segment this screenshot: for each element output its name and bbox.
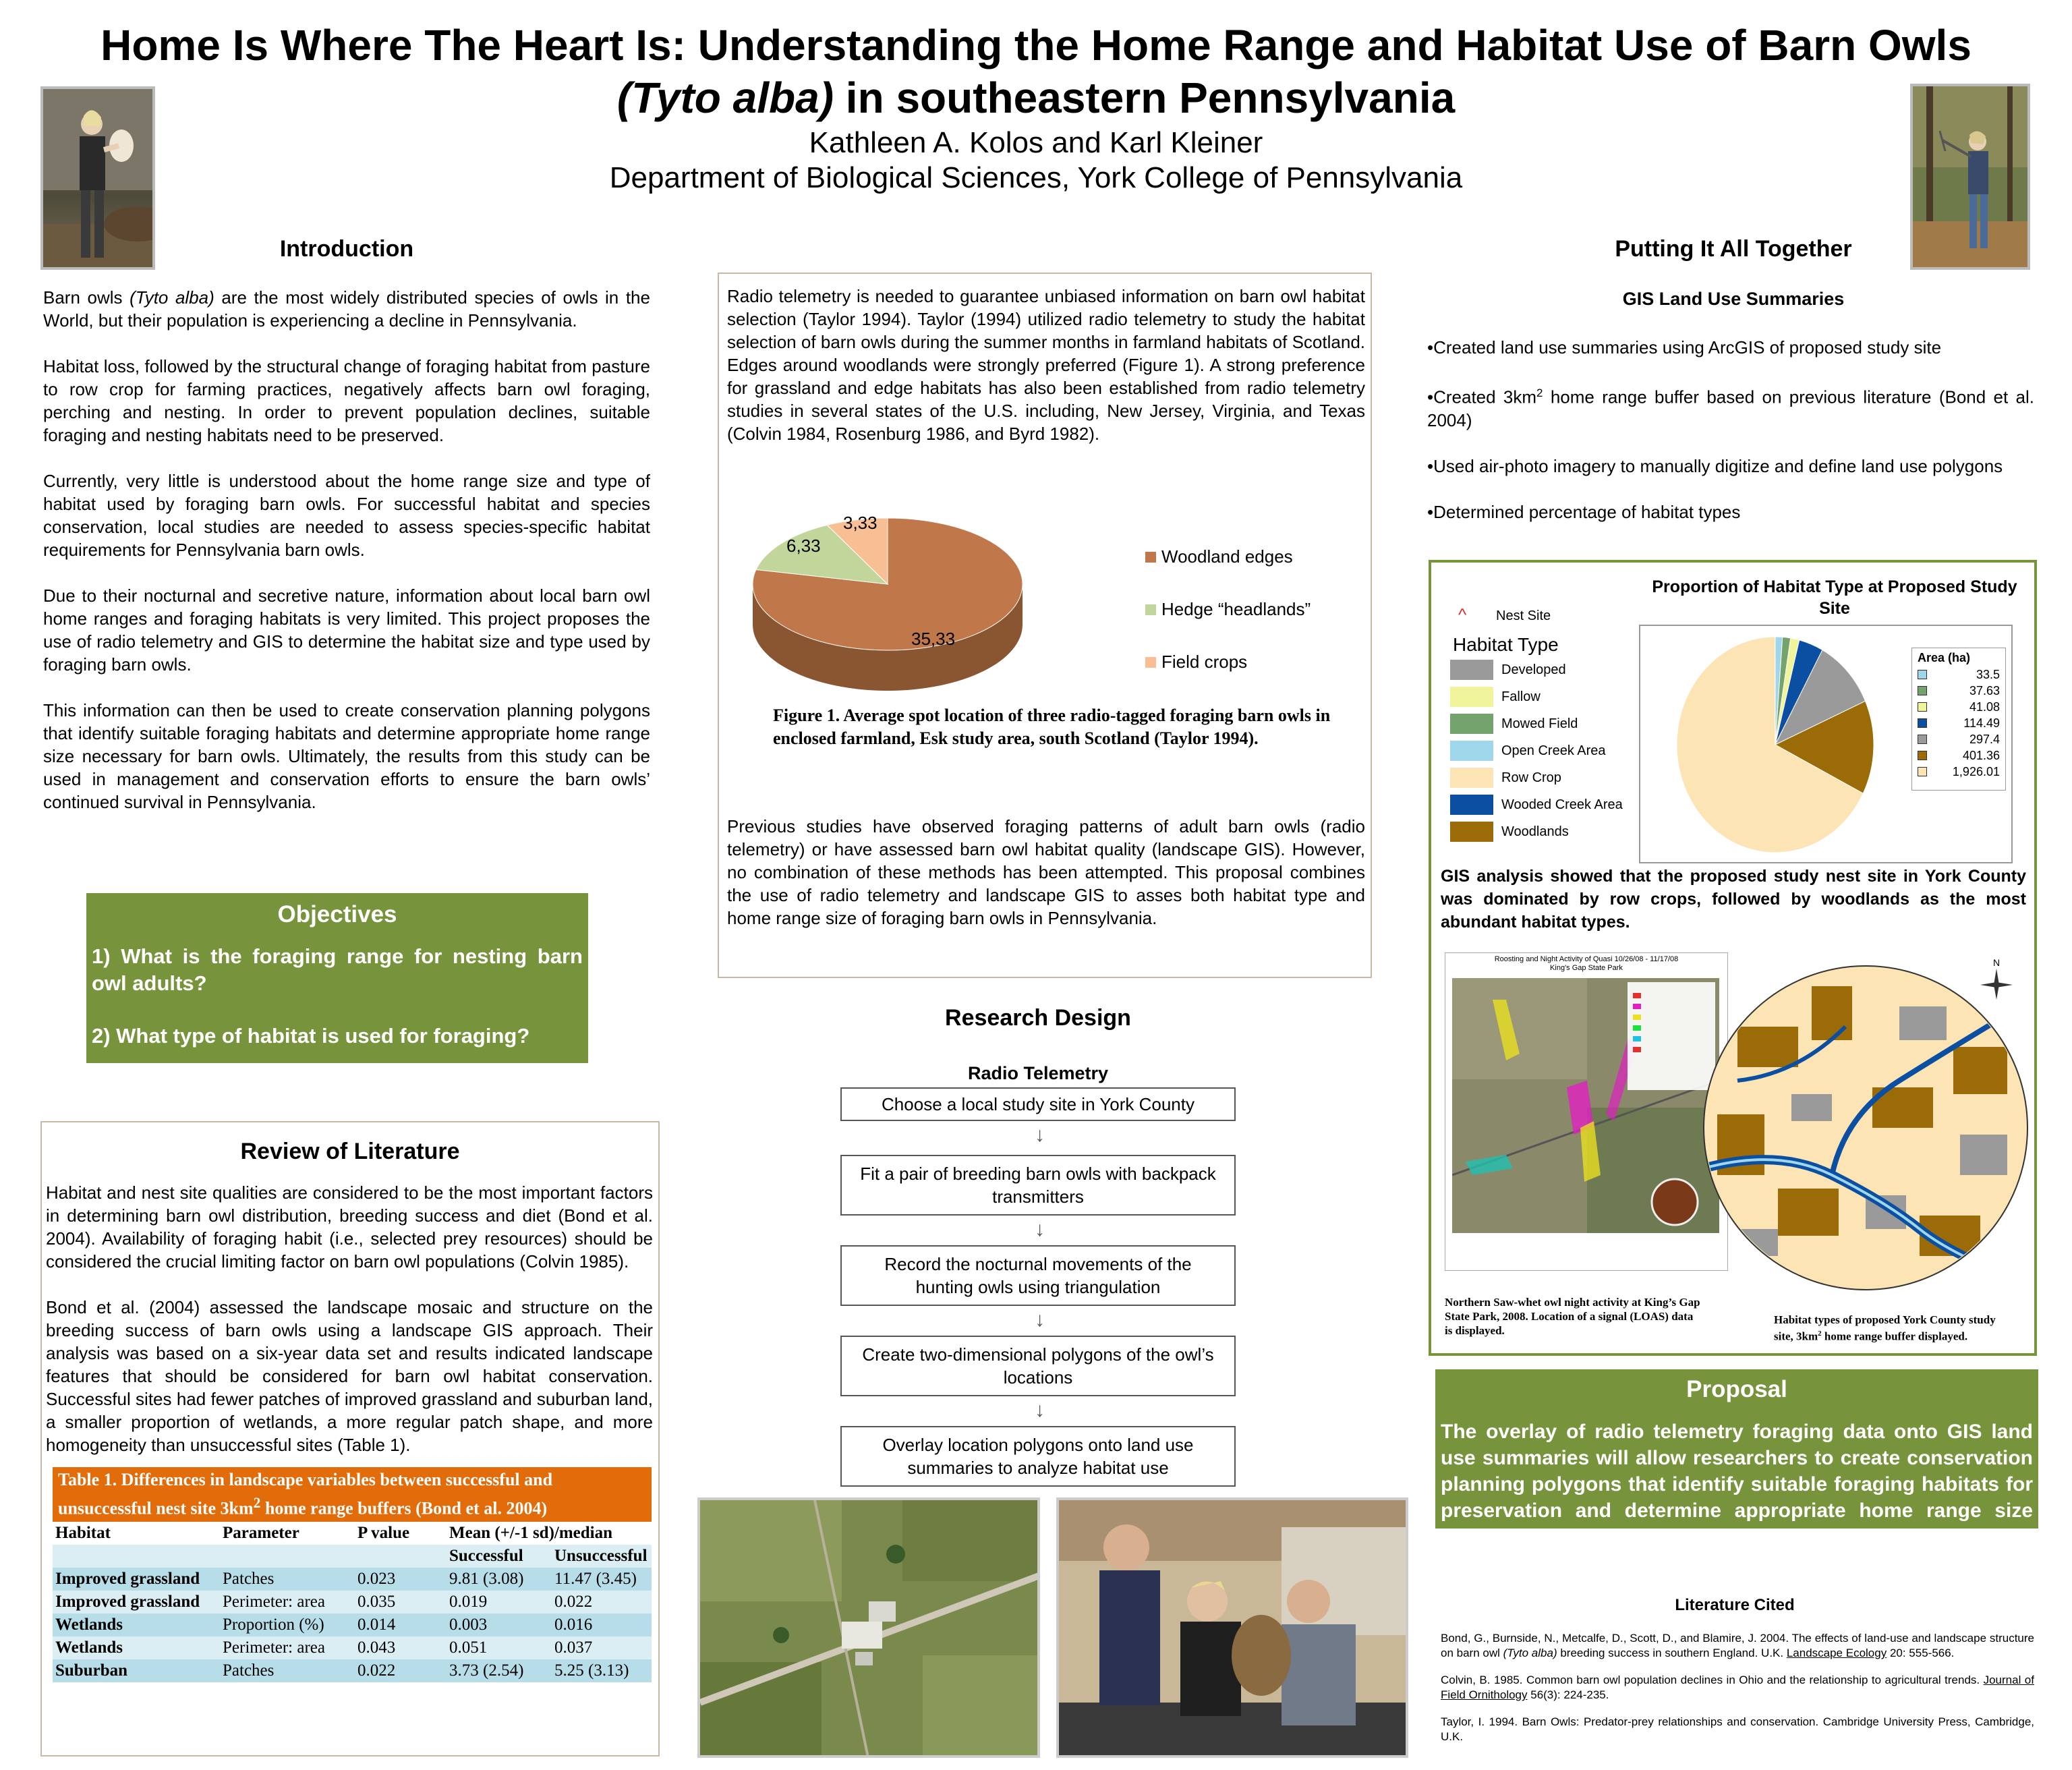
review-text xyxy=(42,1181,658,1456)
map1-drawing xyxy=(1452,973,1733,1249)
pie2-legend-title: Area (ha) xyxy=(1918,651,1971,664)
ref2-journal: Journal of Field Ornithology xyxy=(1441,1674,2034,1701)
pie1-legend-hedge: Hedge “headlands” xyxy=(1161,599,1311,619)
table-header-row xyxy=(53,1522,652,1545)
col-unsuccessful: Unsuccessful xyxy=(554,1546,648,1565)
table-caption-sup: 2 xyxy=(253,1495,261,1511)
intro-paragraph-3: Currently, very little is understood about the home range size and type of habitat used by foraging barn owls. For successful habitat and species conservation, local studies are needed to assess species-specific habitat requirements for Pennsylvania barn owls. xyxy=(43,471,650,560)
habitat-legend-item xyxy=(1450,714,1578,734)
pie1-legend-swatch-woodland xyxy=(1145,552,1156,563)
pie2-title: Proportion of Habitat Type at Proposed Study Site xyxy=(1652,577,2017,618)
gis-analysis-text: GIS analysis showed that the proposed study nest site in York County was dominated by row crops, followed by woodlands as the most abundant habitat types. xyxy=(1441,867,2026,932)
pie2-legend-item xyxy=(1912,747,2005,764)
objective-2: 2) What type of habitat is used for foraging? xyxy=(92,1024,530,1048)
photo-lab-owl-handling-drawing xyxy=(1059,1500,1408,1758)
cell-habitat: Improved grassland xyxy=(55,1569,200,1588)
cell-parameter: Perimeter: area xyxy=(223,1638,325,1657)
flow-arrow-icon: ↓ xyxy=(1035,1399,1045,1421)
photo-aerial-farm xyxy=(697,1497,1040,1758)
intro-paragraph-1 xyxy=(43,286,650,332)
habitat-legend-item xyxy=(1450,768,1561,788)
cell-succ: 0.019 xyxy=(449,1592,488,1611)
pie2-legend-value: 41.08 xyxy=(1969,700,2000,714)
cell-parameter: Proportion (%) xyxy=(223,1615,324,1634)
pie1-label-woodland: 35,33 xyxy=(911,629,956,649)
radio-telemetry-subheading: Radio Telemetry xyxy=(967,1063,1109,1083)
woodland-edges-pie-chart xyxy=(746,496,1373,699)
pie2-legend-swatch xyxy=(1918,735,1927,744)
objectives-heading: Objectives xyxy=(277,901,397,927)
objective-1: 1) What is the foraging range for nesting barn owl adults? xyxy=(92,944,583,995)
flow-step-3: Record the nocturnal movements of the hunting owls using triangulation xyxy=(840,1245,1236,1306)
cell-unsucc: 0.022 xyxy=(554,1592,593,1611)
gis-subheading: GIS Land Use Summaries xyxy=(1622,289,1845,309)
table-row xyxy=(53,1614,652,1636)
table-row xyxy=(53,1659,652,1682)
legend-label: Developed xyxy=(1501,662,1566,677)
objectives-box xyxy=(86,893,588,1063)
research-design-heading: Research Design xyxy=(945,1005,1131,1031)
cell-habitat: Wetlands xyxy=(55,1638,123,1657)
map1-title: Roosting and Night Activity of Quasi 10/26/08 - 11/17/08 xyxy=(1494,955,1679,963)
legend-label: Open Creek Area xyxy=(1501,743,1606,758)
nest-site-label: Nest Site xyxy=(1496,608,1551,623)
table-subheader-row xyxy=(53,1545,652,1568)
proposal-heading: Proposal xyxy=(1686,1376,1787,1402)
map-kings-gap xyxy=(1445,952,1728,1271)
landscape-table xyxy=(53,1467,652,1682)
habitat-legend-item xyxy=(1450,822,1569,842)
pie2-legend-swatch xyxy=(1918,670,1927,679)
title-scientific-name: (Tyto alba) xyxy=(616,74,834,122)
flow-arrow-icon: ↓ xyxy=(1035,1124,1045,1146)
pie2-legend-swatch xyxy=(1918,751,1927,760)
cell-succ: 3.73 (2.54) xyxy=(449,1661,524,1680)
cell-p: 0.014 xyxy=(357,1615,396,1634)
pie2-legend-rows xyxy=(1912,666,2005,780)
map2-caption xyxy=(1774,1313,2017,1344)
col-habitat: Habitat xyxy=(55,1523,111,1542)
map-york-county xyxy=(1697,946,2033,1294)
cell-succ: 0.051 xyxy=(449,1638,488,1657)
cell-p: 0.022 xyxy=(357,1661,396,1680)
flow-step-4: Create two-dimensional polygons of the owl’s locations xyxy=(840,1336,1236,1396)
pie2-legend-value: 37.63 xyxy=(1969,683,2000,697)
table-row xyxy=(53,1568,652,1591)
pie2-legend-swatch xyxy=(1918,767,1927,776)
pie2-legend xyxy=(1911,648,2006,791)
pie2-chart-area xyxy=(1639,625,2013,863)
reference-1 xyxy=(1441,1631,2034,1661)
intro-p1-a: Barn owls xyxy=(43,287,130,308)
nest-site-icon: ^ xyxy=(1458,604,1467,625)
habitat-legend-title: Habitat Type xyxy=(1453,634,1559,655)
col-p-value: P value xyxy=(357,1523,410,1542)
cell-habitat: Suburban xyxy=(55,1661,128,1680)
legend-label: Fallow xyxy=(1501,689,1541,704)
gis-bullet-2-a: •Created 3km xyxy=(1427,387,1537,407)
ref1-sci: (Tyto alba) xyxy=(1503,1647,1557,1659)
legend-swatch xyxy=(1450,795,1493,815)
introduction-heading: Introduction xyxy=(279,236,414,262)
intro-p1-b: are the most widely distributed species of owls in the World, but their population is experiencing a decline in Pennsylvania. xyxy=(43,287,650,331)
telemetry-box xyxy=(718,273,1372,978)
gis-bullet-1: •Created land use summaries using ArcGIS of proposed study site xyxy=(1427,337,1942,358)
cell-unsucc: 5.25 (3.13) xyxy=(554,1661,629,1680)
cell-p: 0.035 xyxy=(357,1592,396,1611)
pie2-legend-swatch xyxy=(1918,718,1927,728)
figure-1-caption: Figure 1. Average spot location of three radio-tagged foraging barn owls in enclosed farmland, Esk study area, south Scotland (Taylor 1994). xyxy=(773,706,1331,748)
literature-heading: Literature Cited xyxy=(1675,1596,1795,1614)
pie2-legend-swatch xyxy=(1918,702,1927,712)
affiliation: Department of Biological Sciences, York College of Pennsylvania xyxy=(609,161,1463,194)
pie2-legend-value: 401.36 xyxy=(1962,748,2000,762)
pie2-legend-value: 33.5 xyxy=(1976,667,2000,681)
map1-caption: Northern Saw-whet owl night activity at King’s Gap State Park, 2008. Location of a signal (LOAS) data is displayed. xyxy=(1445,1296,1700,1337)
pie1-label-field: 3,33 xyxy=(843,513,877,533)
habitat-legend-item xyxy=(1450,795,1623,815)
ref1-a: Bond, G., Burnside, N., Metcalfe, D., Scott, D., and Blamire, J. 2004. The effects of land-use and landscape structure on barn owl xyxy=(1441,1632,2034,1659)
telemetry-paragraph-2: Previous studies have observed foraging patterns of adult barn owls (radio telemetry) or have assessed barn owl habitat quality (landscape GIS). However, no combination of these methods has been attempted. This proposal combines the use of radio telemetry and landscape GIS to asses both habitat type and home range size of foraging barn owls in Pennsylvania. xyxy=(727,816,1365,928)
pie2-legend-value: 1,926.01 xyxy=(1952,764,2000,778)
legend-swatch xyxy=(1450,660,1493,680)
cell-p: 0.043 xyxy=(357,1638,396,1657)
legend-swatch xyxy=(1450,741,1493,761)
pie2-slices xyxy=(1677,637,1874,853)
intro-paragraph-2: Habitat loss, followed by the structural change of foraging habitat from pasture to row crop for farming practices, negatively affects barn owl foraging, perching and nesting. In order to prevent population declines, suitable foraging and nesting habitats need to be preserved. xyxy=(43,356,650,445)
cell-habitat: Improved grassland xyxy=(55,1592,200,1611)
map1-subtitle: King's Gap State Park xyxy=(1550,964,1623,972)
legend-swatch xyxy=(1450,714,1493,734)
cell-parameter: Patches xyxy=(223,1569,275,1588)
cell-succ: 0.003 xyxy=(449,1615,488,1634)
intro-p1-sci: (Tyto alba) xyxy=(130,287,214,308)
photo-aerial-farm-drawing xyxy=(700,1500,1040,1758)
poster-title-line2 xyxy=(0,73,2072,123)
gis-bullet-2-b: home range buffer based on previous literature (Bond et al. 2004) xyxy=(1427,387,2034,430)
legend-label: Row Crop xyxy=(1501,770,1561,785)
poster-title-line1: Home Is Where The Heart Is: Understanding the Home Range and Habitat Use of Barn Owls xyxy=(100,21,1972,69)
ref1-journal: Landscape Ecology xyxy=(1786,1647,1887,1659)
reference-3: Taylor, I. 1994. Barn Owls: Predator-prey relationships and conservation. Cambridge University Press, Cambridge, U.K. xyxy=(1441,1715,2034,1743)
intro-paragraph-4: Due to their nocturnal and secretive nature, information about local barn owl home ranges and foraging habitats is very limited. This project proposes the use of radio telemetry and GIS to determine the habitat size and type used by foraging barn owls. xyxy=(43,586,650,675)
col-parameter: Parameter xyxy=(223,1523,299,1542)
gis-bullets xyxy=(1427,336,2034,523)
legend-label: Wooded Creek Area xyxy=(1501,797,1623,812)
review-paragraph-2: Bond et al. (2004) assessed the landscape mosaic and structure on the breeding success of barn owls using a landscape GIS approach. Their analysis was based on a six-year data set and results indicated landscape features that should be considered for barn owl habitat conservation. Successful sites had fewer patches of improved grassland and suburban land, a smaller proportion of wetlands, a more regular patch shape, and more homogeneity than unsuccessful sites (Table 1). xyxy=(46,1297,653,1455)
telemetry-paragraph-1: Radio telemetry is needed to guarantee unbiased information on barn owl habitat selection (Taylor 1994). Taylor (1994) utilized radio telemetry to study the habitat selection of barn owls during the summer months in farmland habitats of Scotland. Edges around woodlands were strongly preferred (Figure 1). A strong preference for grassland and edge habitats has also been established from radio telemetry studies in several states of the U.S. including, New Jersey, Virginia, and Texas (Colvin 1984, Rosenburg 1986, and Byrd 1982). xyxy=(727,286,1365,444)
flow-arrow-icon: ↓ xyxy=(1035,1309,1045,1331)
ref1-b: breeding success in southern England. U.K. xyxy=(1557,1647,1787,1659)
pie2-legend-item xyxy=(1912,715,2005,731)
legend-label: Woodlands xyxy=(1501,824,1569,839)
cell-unsucc: 0.016 xyxy=(554,1615,593,1634)
pie1-legend-swatch-hedge xyxy=(1145,604,1156,615)
cell-unsucc: 11.47 (3.45) xyxy=(554,1569,637,1588)
pie2-legend-value: 114.49 xyxy=(1963,716,2000,730)
table-caption-a: Table 1. Differences in landscape variables between successful and unsuccessful nest site 3km xyxy=(58,1470,553,1518)
proposal-box xyxy=(1435,1369,2038,1548)
cell-parameter: Perimeter: area xyxy=(223,1592,325,1611)
pie2-legend-item xyxy=(1912,731,2005,747)
cell-p: 0.023 xyxy=(357,1569,396,1588)
legend-swatch xyxy=(1450,768,1493,788)
legend-swatch xyxy=(1450,687,1493,707)
reference-2 xyxy=(1441,1673,2034,1703)
review-heading: Review of Literature xyxy=(240,1139,460,1164)
table-row xyxy=(53,1591,652,1614)
col-successful: Successful xyxy=(449,1546,523,1565)
table-caption xyxy=(53,1467,652,1522)
gis-bullet-4: •Determined percentage of habitat types xyxy=(1427,501,1741,522)
col-mean: Mean (+/-1 sd)/median xyxy=(449,1523,613,1542)
review-paragraph-1: Habitat and nest site qualities are considered to be the most important factors in determining barn owl distribution, breeding success and diet (Bond et al. 2004). Availability of foraging habit (i.e., selected prey resources) should be considered the crucial limiting factor on barn owl populations (Colvin 1985). xyxy=(46,1182,653,1272)
pie2-legend-value: 297.4 xyxy=(1969,732,2000,746)
subheader-empty-3 xyxy=(355,1545,447,1568)
pie1-legend-woodland: Woodland edges xyxy=(1161,546,1293,567)
map2-caption-a: Habitat types of proposed York County study site, 3km xyxy=(1774,1313,1996,1343)
cell-parameter: Patches xyxy=(223,1661,275,1680)
subheader-empty-1 xyxy=(53,1545,220,1568)
gis-bullet-2-sup: 2 xyxy=(1536,387,1543,399)
table-caption-b: home range buffers (Bond et al. 2004) xyxy=(260,1498,548,1518)
intro-paragraph-5: This information can then be used to create conservation planning polygons that identify suitable foraging habitats and determine appropriate home range size necessary for barn owls. Ultimately, the results from this study can be used in management and conservation efforts to ensure the barn owls’ continued survival in Pennsylvania. xyxy=(43,700,650,812)
flow-step-5: Overlay location polygons onto land use summaries to analyze habitat use xyxy=(840,1426,1236,1487)
photo-lab-owl-handling xyxy=(1056,1497,1408,1758)
map2-caption-b: home range buffer displayed. xyxy=(1821,1330,1968,1343)
ref1-c: 20: 555-566. xyxy=(1887,1647,1955,1659)
habitat-legend-item xyxy=(1450,741,1606,761)
pie2-legend-item xyxy=(1912,699,2005,715)
together-heading: Putting It All Together xyxy=(1615,236,1852,262)
cell-habitat: Wetlands xyxy=(55,1615,123,1634)
subheader-empty-2 xyxy=(220,1545,355,1568)
gis-bullet-3: •Used air-photo imagery to manually digitize and define land use polygons xyxy=(1427,455,2003,476)
flow-arrow-icon: ↓ xyxy=(1035,1218,1045,1240)
title-line2-rest: in southeastern Pennsylvania xyxy=(834,74,1456,122)
habitat-legend-item xyxy=(1450,687,1541,707)
table-row xyxy=(53,1636,652,1659)
pie2-legend-item xyxy=(1912,666,2005,683)
table-body xyxy=(53,1522,652,1682)
cell-succ: 9.81 (3.08) xyxy=(449,1569,524,1588)
gis-bullet-2 xyxy=(1427,382,2034,432)
cell-unsucc: 0.037 xyxy=(554,1638,593,1657)
map2-drawing xyxy=(1697,946,2033,1294)
literature-list xyxy=(1441,1631,2034,1757)
pie1-legend-field: Field crops xyxy=(1161,652,1248,672)
map2-caption-sup: 2 xyxy=(1818,1330,1822,1338)
pie2-legend-item xyxy=(1912,764,2005,780)
proposal-text: The overlay of radio telemetry foraging data onto GIS land use summaries will allow researchers to create conservation planning polygons that identify suitable foraging habitats for preservation and determine appropriate home range size necessary for barn owls. xyxy=(1441,1421,2033,1548)
pie1-label-hedge: 6,33 xyxy=(786,536,821,556)
flow-step-2: Fit a pair of breeding barn owls with backpack transmitters xyxy=(840,1155,1236,1216)
legend-swatch xyxy=(1450,822,1493,842)
flow-step-1: Choose a local study site in York County xyxy=(840,1087,1236,1121)
ref2-b: 56(3): 224-235. xyxy=(1527,1688,1609,1701)
pie2-legend-item xyxy=(1912,683,2005,699)
habitat-legend-item xyxy=(1450,660,1566,680)
legend-label: Mowed Field xyxy=(1501,716,1578,731)
introduction-text xyxy=(43,286,650,836)
ref2-a: Colvin, B. 1985. Common barn owl population declines in Ohio and the relationship to agricultural trends. xyxy=(1441,1674,1984,1686)
authors: Kathleen A. Kolos and Karl Kleiner xyxy=(809,126,1263,159)
pie2-legend-swatch xyxy=(1918,686,1927,695)
pie1-legend-swatch-field xyxy=(1145,657,1156,668)
north-arrow-icon: N xyxy=(1992,957,2001,968)
review-box xyxy=(40,1121,660,1757)
